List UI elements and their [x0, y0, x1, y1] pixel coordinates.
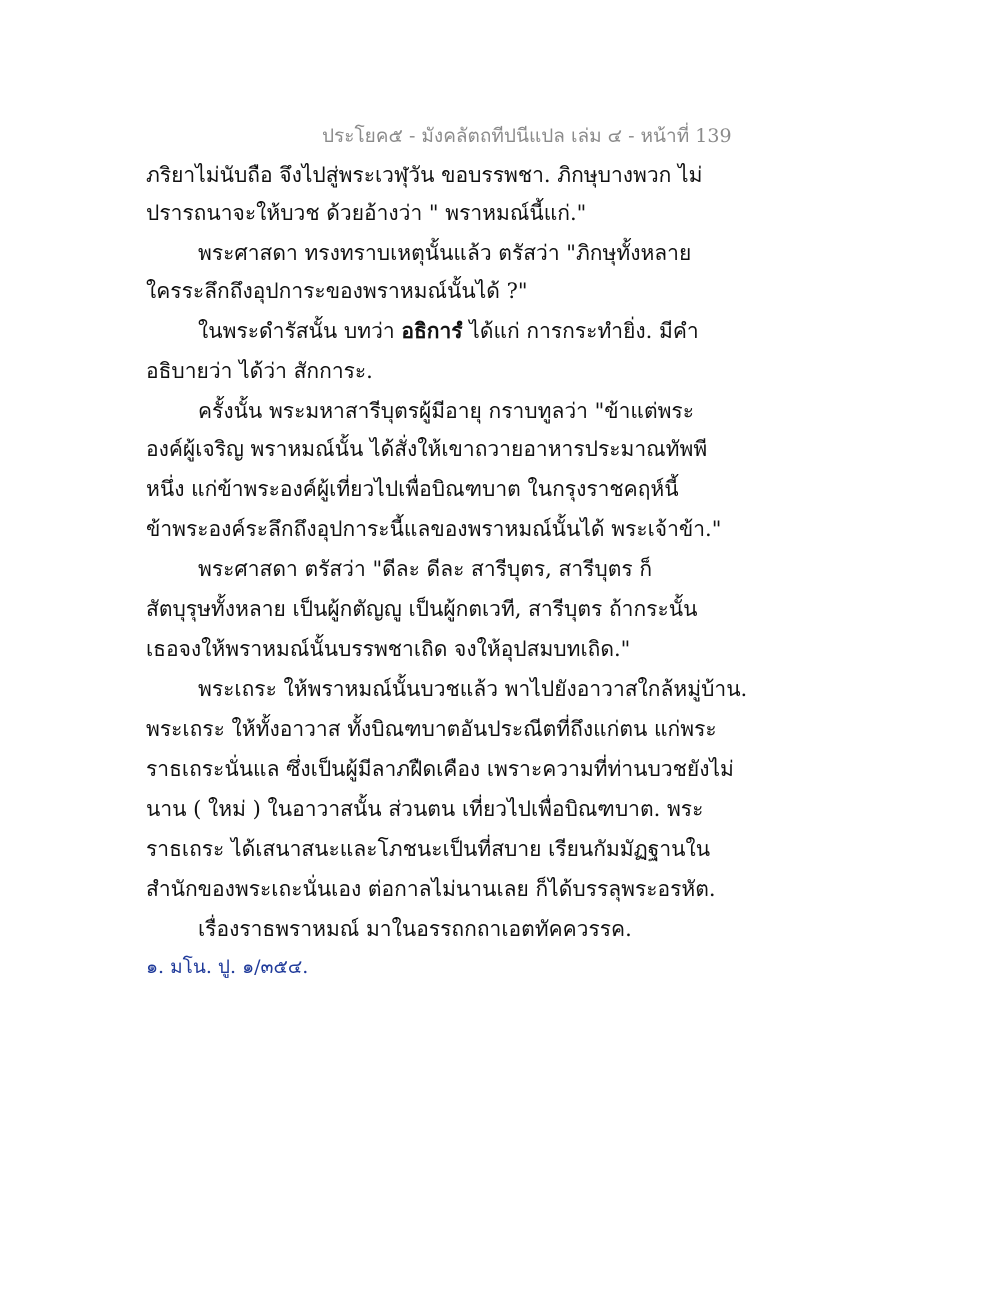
text-line: สำนักของพระเถะนั่นเอง ต่อกาลไม่นานเลย ก็ได้บรรลุพระอรหัต.: [146, 877, 716, 901]
paragraph-start-line: เรื่องราธพราหมณ์ มาในอรรถกถาเอตทัคควรรค.: [198, 917, 632, 941]
paragraph-start-line: พระศาสดา ตรัสว่า "ดีละ ดีละ สารีบุตร, สารีบุตร ก็: [198, 557, 653, 581]
text-line: ราธเถระนั่นแล ซึ่งเป็นผู้มีลาภฝืดเคือง เพราะความที่ท่านบวชยังไม่: [146, 757, 734, 781]
text-line: ภริยาไม่นับถือ จึงไปสู่พระเวฬุวัน ขอบรรพชา. ภิกษุบางพวก ไม่: [146, 163, 703, 187]
text-span: ได้แก่ การกระทำยิ่ง. มีคำ: [462, 319, 699, 343]
pali-term: อธิการํ: [401, 318, 463, 343]
footnote: ๑. มโน. ปู. ๑/๓๕๔.: [146, 956, 309, 978]
text-line: สัตบุรุษทั้งหลาย เป็นผู้กตัญญู เป็นผู้กตเวที, สารีบุตร ถ้ากระนั้น: [146, 597, 698, 621]
paragraph-start-line: [198, 316, 699, 346]
text-line: ใครระลึกถึงอุปการะของพราหมณ์นั้นได้ ?": [146, 279, 528, 303]
text-line: เธอจงให้พราหมณ์นั้นบรรพชาเถิด จงให้อุปสมบทเถิด.": [146, 637, 631, 661]
paragraph-start-line: ครั้งนั้น พระมหาสารีบุตรผู้มีอายุ กราบทูลว่า "ข้าแต่พระ: [198, 399, 694, 423]
paragraph-start-line: พระเถระ ให้พราหมณ์นั้นบวชแล้ว พาไปยังอาวาสใกล้หมู่บ้าน.: [198, 677, 748, 701]
paragraph-start-line: พระศาสดา ทรงทราบเหตุนั้นแล้ว ตรัสว่า "ภิกษุทั้งหลาย: [198, 241, 692, 265]
text-line: ราธเถระ ได้เสนาสนะและโภชนะเป็นที่สบาย เรียนกัมมัฏฐานใน: [146, 837, 711, 861]
text-line: ข้าพระองค์ระลึกถึงอุปการะนี้แลของพราหมณ์นั้นได้ พระเจ้าข้า.": [146, 517, 722, 541]
text-line: ปรารถนาจะให้บวช ด้วยอ้างว่า " พราหมณ์นี้แก่.": [146, 201, 587, 225]
text-span: ในพระดำรัสนั้น บทว่า: [198, 319, 402, 343]
text-line: อธิบายว่า ได้ว่า สักการะ.: [146, 359, 373, 383]
text-line: พระเถระ ให้ทั้งอาวาส ทั้งบิณฑบาตอันประณีตที่ถึงแก่ตน แก่พระ: [146, 717, 717, 741]
text-line: องค์ผู้เจริญ พราหมณ์นั้น ได้สั่งให้เขาถวายอาหารประมาณทัพพี: [146, 437, 708, 461]
text-line: นาน ( ใหม่ ) ในอาวาสนั้น ส่วนตน เที่ยวไปเพื่อบิณฑบาต. พระ: [146, 797, 704, 821]
running-header: ประโยค๕ - มังคลัตถทีปนีแปล เล่ม ๔ - หน้าที่ 139: [322, 125, 732, 147]
text-line: หนึ่ง แก่ข้าพระองค์ผู้เที่ยวไปเพื่อบิณฑบาต ในกรุงราชคฤห์นี้: [146, 477, 679, 501]
